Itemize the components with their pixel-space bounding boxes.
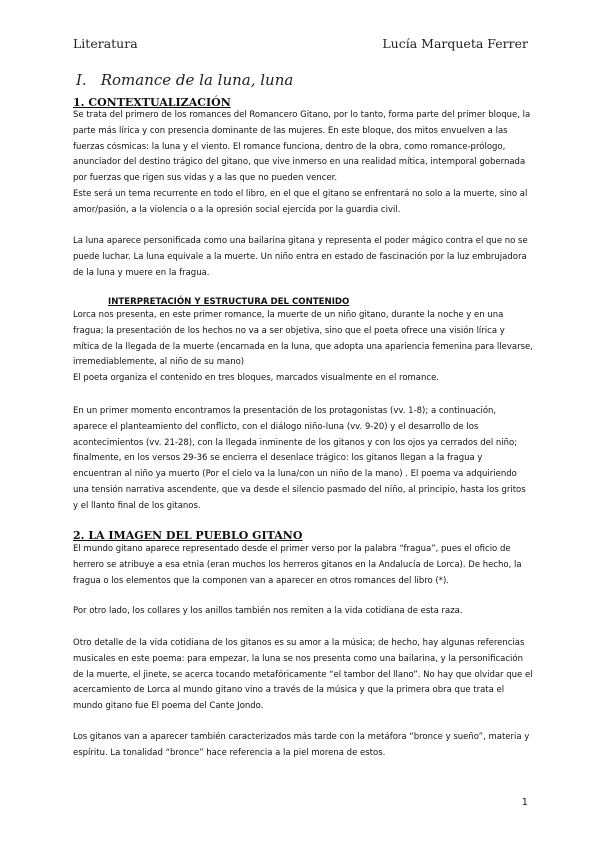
paragraph: En un primer momento encontramos la presentación de los protagonistas (vv. 1-8); a continuación, aparece el planteamiento del conflicto, con el diálogo niño-luna (vv. 9-20) y el desarrollo de los acontecimientos (vv. 21-28), con la llegada inminente de los gitanos y con los ojos ya cerrados del niño; finalmente, en los versos 29-36 se encierra el desenlace trágico: los gitanos llegan a la fragua y encuentran al niño ya muerto (Por el cielo va la luna/con un niño de la mano) . El poema va adquiriendo una tensión narrativa ascendente, que va desde el silencio pasmado del niño, al principio, hasta los gritos y el llanto final de los gitanos.	[73, 406, 526, 511]
paragraph: Por otro lado, los collares y los anillos también nos remiten a la vida cotidiana de esta raza.	[73, 606, 463, 616]
paragraph: El mundo gitano aparece representado desde el primer verso por la palabra “fragua”, pues el oficio de herrero se atribuye a esa etnia (eran muchos los herreros gitanos en la Andalucía de Lorca). De hecho, la fragua o los elementos que la componen van a aparecer en otros romances del libro (*).	[73, 544, 522, 586]
header-author: Lucía Marqueta Ferrer	[382, 36, 528, 51]
part-title-text: Romance de la luna, luna	[100, 71, 294, 89]
paragraph: El poeta organiza el contenido en tres bloques, marcados visualmente en el romance.	[73, 373, 440, 383]
paragraph: Este será un tema recurrente en todo el libro, en el que el gitano se enfrentará no solo a la muerte, sino al amor/pasión, a la violencia o a la opresión social ejercida por la guardia civil.	[73, 189, 528, 215]
paragraph: Los gitanos van a aparecer también caracterizados más tarde con la metáfora “bronce y sueño”, materia y espíritu. La tonalidad “bronce” hace referencia a la piel morena de estos.	[73, 732, 530, 758]
section-heading-contextualizacion: 1. CONTEXTUALIZACIÓN	[73, 96, 231, 109]
header-subject: Literatura	[73, 36, 138, 51]
section-heading-pueblo-gitano: 2. LA IMAGEN DEL PUEBLO GITANO	[73, 529, 303, 542]
part-title	[76, 71, 293, 89]
paragraph: Otro detalle de la vida cotidiana de los gitanos es su amor a la música; de hecho, hay algunas referencias musicales en este poema: para empezar, la luna se nos presenta como una bailarina, y la personificación de la muerte, el jinete, se acerca tocando metafóricamente “el tambor del llano”. No hay que olvidar que el acercamiento de Lorca al mundo gitano vino a través de la música y que la primera obra que trata el mundo gitano fue El poema del Cante Jondo.	[73, 638, 533, 712]
paragraph: La luna aparece personificada como una bailarina gitana y representa el poder mágico contra el que no se puede luchar. La luna equivale a la muerte. Un niño entra en estado de fascinación por la luz embrujadora de la luna y muere en la fragua.	[73, 236, 528, 278]
page-number: 1	[521, 797, 528, 808]
paragraph: Lorca nos presenta, en este primer romance, la muerte de un niño gitano, durante la noche y en una fragua; la presentación de los hechos no va a ser objetiva, sino que el poeta ofrece una visión lírica y mítica de la llegada de la muerte (encarnada en la luna, que adopta una apariencia femenina para llevarse, irremediablemente, al niño de su mano)	[73, 310, 533, 368]
paragraph: Se trata del primero de los romances del Romancero Gitano, por lo tanto, forma parte del primer bloque, la parte más lírica y con presencia dominante de las mujeres. En este bloque, dos mitos envuelven a las fuerzas cósmicas: la luna y el viento. El romance funciona, dentro de la obra, como romance-prólogo, anunciador del destino trágico del gitano, que vive inmerso en una realidad mítica, intemporal gobernada por fuerzas que rigen sus vidas y a las que no pueden vencer.	[73, 110, 531, 184]
subsection-heading-interpretacion: INTERPRETACIÓN Y ESTRUCTURA DEL CONTENIDO	[108, 297, 350, 307]
part-numeral: I.	[76, 71, 87, 89]
